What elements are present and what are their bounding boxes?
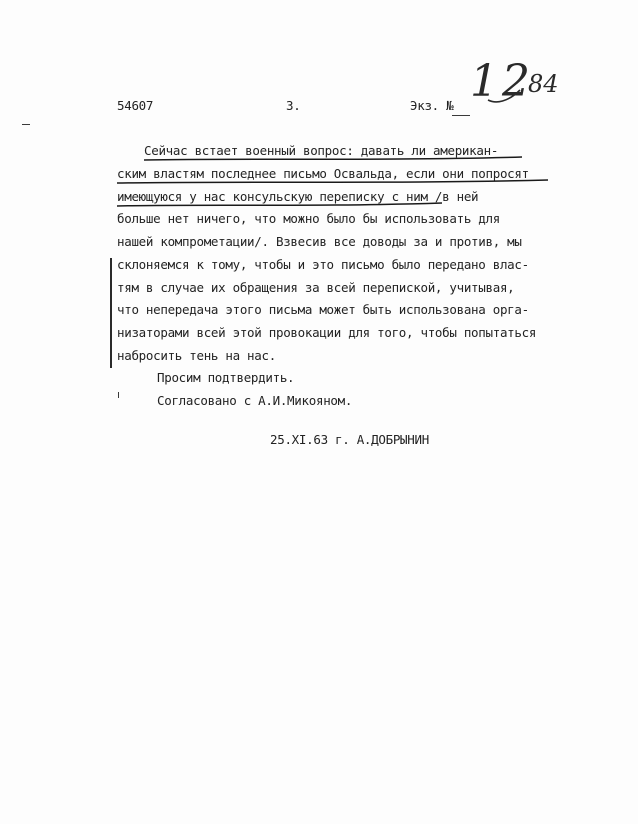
body-line: ским властям последнее письмо Освальда, если они попросят: [117, 166, 529, 181]
margin-handwritten-number: 84: [528, 70, 559, 98]
margin-small-dash: [118, 392, 119, 398]
request-line: Просим подтвердить.: [157, 370, 295, 385]
body-line: набросить тень на нас.: [117, 348, 276, 363]
margin-vertical-line: [110, 258, 112, 368]
agreed-line: Согласовано с А.И.Микояном.: [157, 393, 353, 408]
body-line: имеющуюся у нас консульскую переписку с ним /в ней: [117, 189, 479, 204]
copy-number-handwritten: 12: [470, 56, 534, 107]
body-line: нашей компрометации/. Взвесив все доводы за и против, мы: [117, 234, 522, 249]
body-line: тям в случае их обращения за всей перепиской, учитывая,: [117, 280, 515, 295]
body-line: склоняемся к тому, чтобы и это письмо было передано влас-: [117, 257, 529, 272]
body-line: что непередача этого письма может быть использована орга-: [117, 302, 529, 317]
doc-number: 54607: [117, 98, 154, 113]
body-line: низаторами всей этой провокации для того, чтобы попытаться: [117, 325, 537, 340]
body-line: больше нет ничего, что можно было бы использовать для: [117, 211, 500, 226]
body-line: Сейчас встает военный вопрос: давать ли американ-: [144, 143, 499, 158]
copy-label: Экз. №: [410, 98, 454, 113]
page-number: 3.: [286, 98, 301, 113]
signature-line: 25.XI.63 г. А.ДОБРЫНИН: [270, 432, 429, 447]
